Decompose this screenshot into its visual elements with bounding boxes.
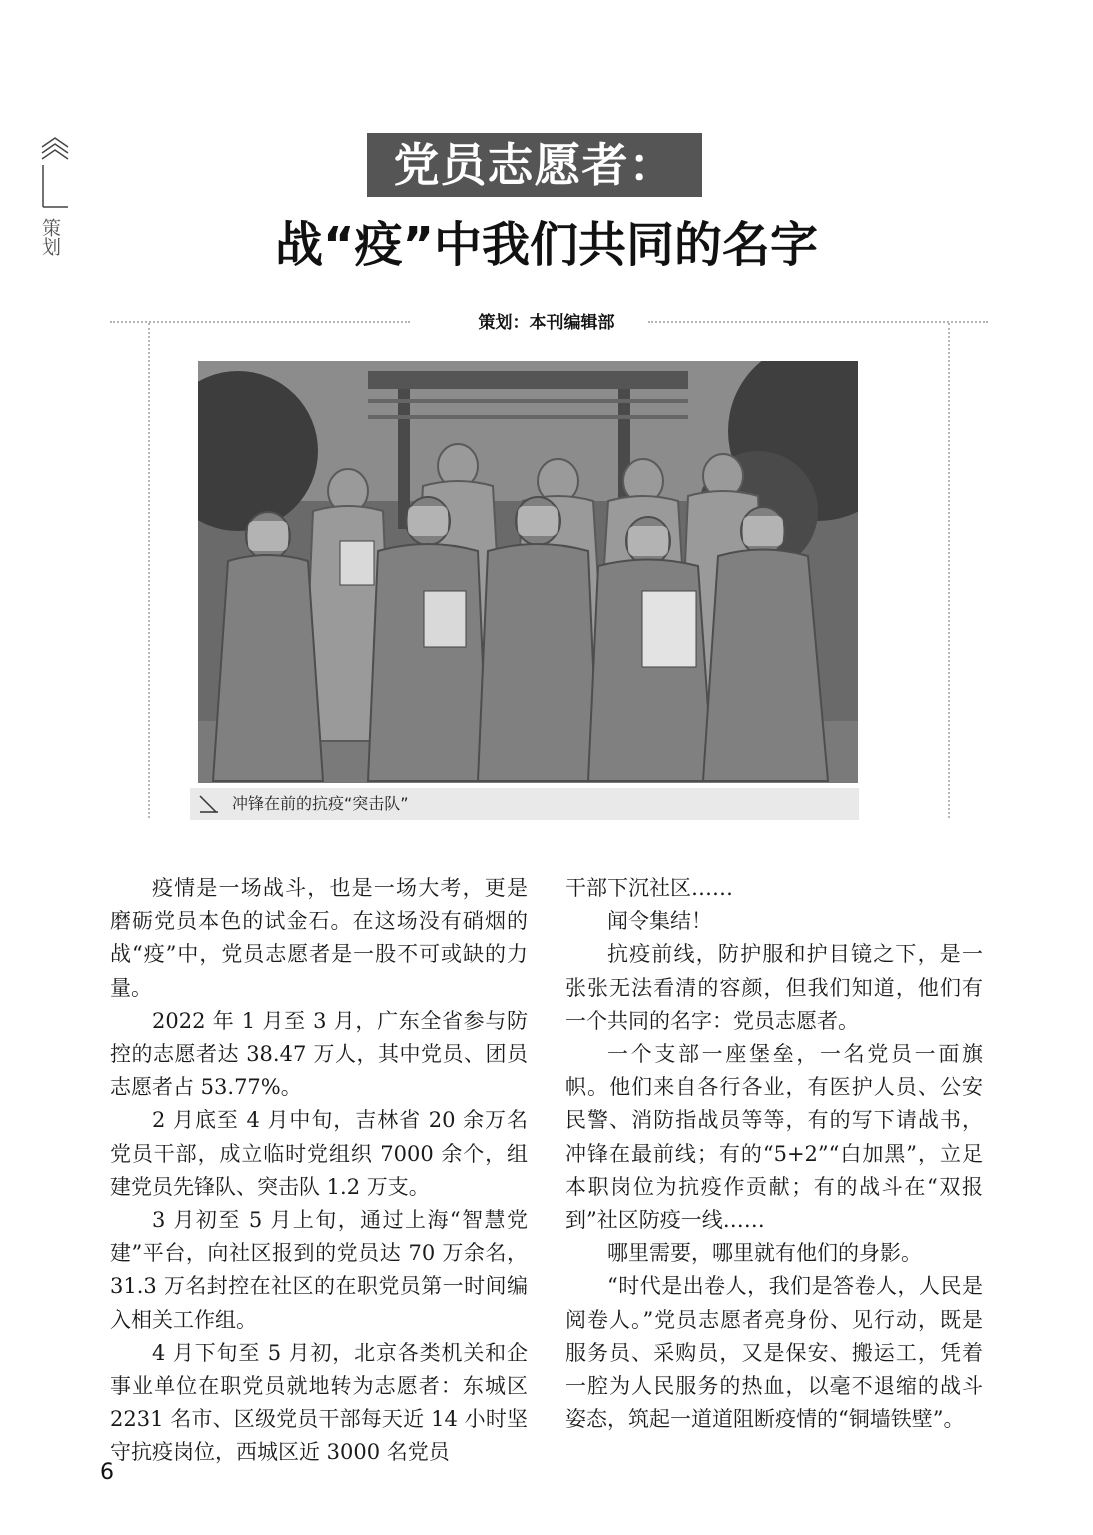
article-column-right [565,872,983,1436]
photo-caption: 冲锋在前的抗疫“突击队” [232,794,409,813]
divider [148,323,150,818]
article-paragraph: 3 月初至 5 月上旬，通过上海“智慧党建”平台，向社区报到的党员达 70 万余名，31.3 万名封控在社区的在职党员第一时间编入相关工作组。 [110,1208,528,1332]
article-paragraph: 4 月下旬至 5 月初，北京各类机关和企事业单位在职党员就地转为志愿者：东城区 2231 名市、区级党员干部每天近 14 小时坚守抗疫岗位，西城区近 3000 名党员 [110,1340,528,1465]
credit-line: 策划：本刊编辑部 [478,313,615,333]
divider [948,323,950,818]
article-paragraph: 哪里需要，哪里就有他们的身影。 [607,1241,922,1266]
article-paragraph: 2022 年 1 月至 3 月，广东全省参与防控的志愿者达 38.47 万人，其中党员、团员志愿者占 53.77%。 [110,1008,528,1100]
article-paragraph: 抗疫前线，防护服和护目镜之下，是一张张无法看清的容颜，但我们知道，他们有一个共同的名字：党员志愿者。 [565,942,983,1033]
article-paragraph: 疫情是一场战斗，也是一场大考，更是磨砺党员本色的试金石。在这场没有硝烟的战“疫”中，党员志愿者是一股不可或缺的力量。 [110,876,528,1000]
photo-caption-bar [190,788,859,820]
page-number: 6 [100,1460,114,1485]
volunteers-photo [198,361,858,783]
arrow-down-right-icon [198,794,220,814]
article-paragraph: 2 月底至 4 月中旬，吉林省 20 余万名党员干部，成立临时党组织 7000 余个，组建党员先锋队、突击队 1.2 万支。 [110,1108,528,1199]
article-column-left [110,872,528,1470]
page-title: 党员志愿者： [367,133,702,197]
article-paragraph: 干部下沉社区…… [565,876,733,900]
chevron-up-decoration-icon [40,135,70,215]
page-subtitle: 战“疫”中我们共同的名字 [274,217,819,273]
section-label: 策划 [39,218,61,256]
article-paragraph: “时代是出卷人，我们是答卷人，人民是阅卷人。”党员志愿者亮身份、见行动，既是服务员、采购员，又是保安、搬运工，凭着一腔为人民服务的热血，以毫不退缩的战斗姿态，筑起一道道阻断疫情的“铜墙铁壁”。 [565,1274,983,1432]
article-paragraph: 闻令集结！ [607,909,712,934]
article-paragraph: 一个支部一座堡垒，一名党员一面旗帜。他们来自各行各业，有医护人员、公安民警、消防指战员等等，有的写下请战书，冲锋在最前线；有的“5+2”“白加黑”，立足本职岗位为抗疫作贡献；有的战斗在“双报到”社区防疫一线…… [565,1042,983,1233]
